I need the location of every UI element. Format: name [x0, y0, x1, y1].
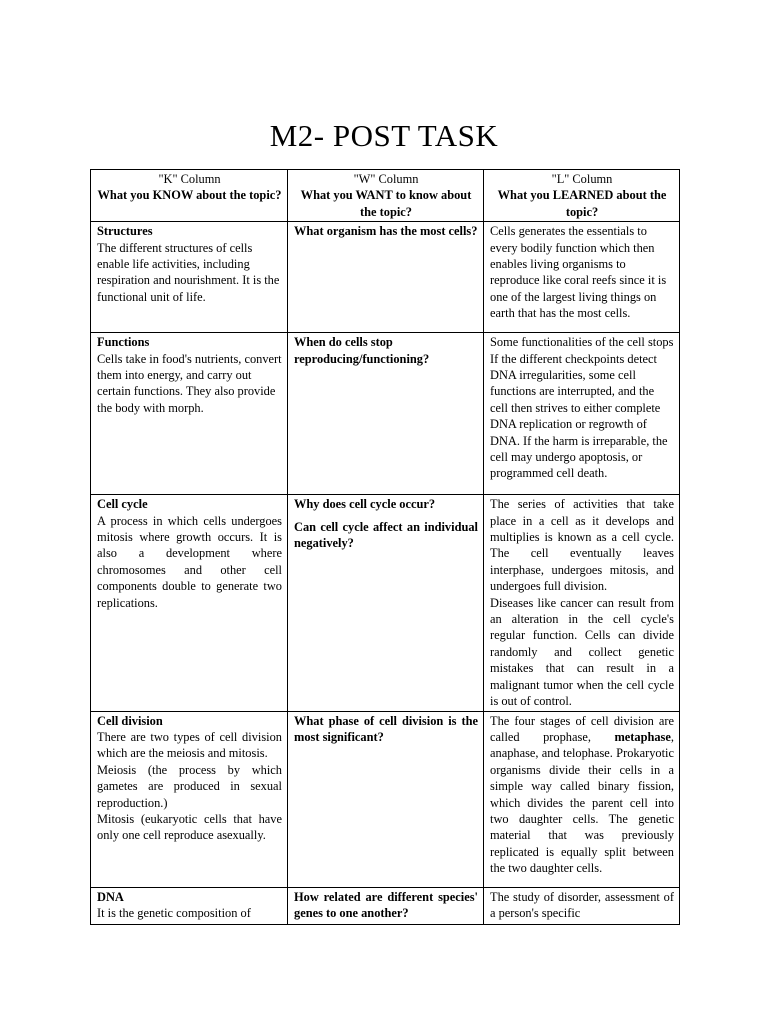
w-cell: [288, 887, 484, 924]
w-cell: [288, 222, 484, 333]
kwl-table: [90, 169, 680, 925]
l-cell: [484, 333, 680, 495]
l-text: Diseases like cancer can result from an alteration in the cell cycle's regular function. Cells can divide randomly and collect genetic mistakes that can result in a malignant tumor when the cell cycle is out of control.: [490, 595, 674, 709]
k-text: Mitosis (eukaryotic cells that have only one cell reproduce asexually.: [97, 811, 282, 843]
k-text: The different structures of cells enable life activities, including respiration and nourishment. It is the functional unit of life.: [97, 240, 280, 304]
w-question: Can cell cycle affect an individual negatively?: [294, 519, 478, 551]
w-question: What organism has the most cells?: [294, 224, 478, 239]
k-text: It is the genetic composition of: [97, 905, 251, 920]
k-topic-title: Cell division: [97, 713, 163, 728]
k-cell: [91, 222, 288, 333]
k-topic-title: Functions: [97, 335, 150, 350]
table-row: [91, 711, 680, 887]
l-column-label: "L" Column: [551, 172, 613, 186]
k-text: Meiosis (the process by which gametes are produced in sexual reproduction.): [97, 762, 282, 810]
w-question: How related are different species' genes to one another?: [294, 889, 478, 920]
k-text: There are two types of cell division which are the meiosis and mitosis.: [97, 729, 282, 761]
w-cell: [288, 711, 484, 887]
k-column-header: [91, 170, 288, 222]
l-text-bold: metaphase: [614, 729, 671, 744]
l-cell: [484, 222, 680, 333]
w-column-description: What you WANT to know about the topic?: [300, 188, 472, 219]
w-question: When do cells stop reproducing/functioning?: [294, 335, 430, 366]
k-column-label: "K" Column: [158, 172, 221, 186]
l-cell: [484, 711, 680, 887]
table-row: [91, 222, 680, 333]
w-column-header: [288, 170, 484, 222]
k-topic-title: DNA: [97, 889, 124, 904]
k-cell: [91, 495, 288, 711]
l-text: The study of disorder, assessment of a person's specific: [490, 889, 674, 920]
k-column-description: What you KNOW about the topic?: [97, 188, 282, 203]
k-cell: [91, 333, 288, 495]
l-column-header: [484, 170, 680, 222]
w-cell: [288, 333, 484, 495]
k-cell: [91, 887, 288, 924]
l-text: [490, 713, 674, 877]
k-topic-title: Cell cycle: [97, 497, 148, 512]
k-cell: [91, 711, 288, 887]
table-row: [91, 495, 680, 711]
l-text: Cells generates the essentials to every bodily function which then enables living organisms to reproduce like coral reefs since it is one of the largest living things on earth that has the most cells.: [490, 224, 667, 321]
w-question: What phase of cell division is the most significant?: [294, 713, 478, 744]
header-row: [91, 170, 680, 222]
l-cell: [484, 495, 680, 711]
w-cell: [288, 495, 484, 711]
k-text: A process in which cells undergoes mitosis where growth occurs. It is also a development where chromosomes and other cell components double to generate two replications.: [97, 513, 282, 610]
w-question: Why does cell cycle occur?: [294, 497, 436, 512]
l-text: Some functionalities of the cell stops If the different checkpoints detect DNA irregularities, some cell functions are interrupted, and the cell then strives to either complete DNA replication or regrowth of DNA. If the harm is irreparable, the cell may undergo apoptosis, or programmed cell death.: [490, 335, 674, 481]
w-column-label: "W" Column: [353, 172, 419, 186]
l-column-description: What you LEARNED about the topic?: [497, 188, 667, 219]
l-text-start: The four stages of cell division are called prophase,: [490, 713, 674, 744]
page-title: M2- POST TASK: [269, 118, 499, 153]
l-text: The series of activities that take place in a cell as it develops and multiplies is known as a cell cycle. The cell eventually leaves interphase, undergoes mitosis, and undergoes full division.: [490, 497, 674, 594]
k-topic-title: Structures: [97, 224, 153, 239]
l-cell: [484, 887, 680, 924]
l-text-end: , anaphase, and telophase. Prokaryotic organisms divide their cells in a simple way called binary fission, which divides the parent cell into two daughter cells. The genetic material that was previously replicated is equally split between the two daughter cells.: [490, 729, 674, 876]
table-row: [91, 887, 680, 924]
k-text: Cells take in food's nutrients, convert them into energy, and carry out certain functions. They also provide the body with morph.: [97, 351, 282, 415]
table-row: [91, 333, 680, 495]
